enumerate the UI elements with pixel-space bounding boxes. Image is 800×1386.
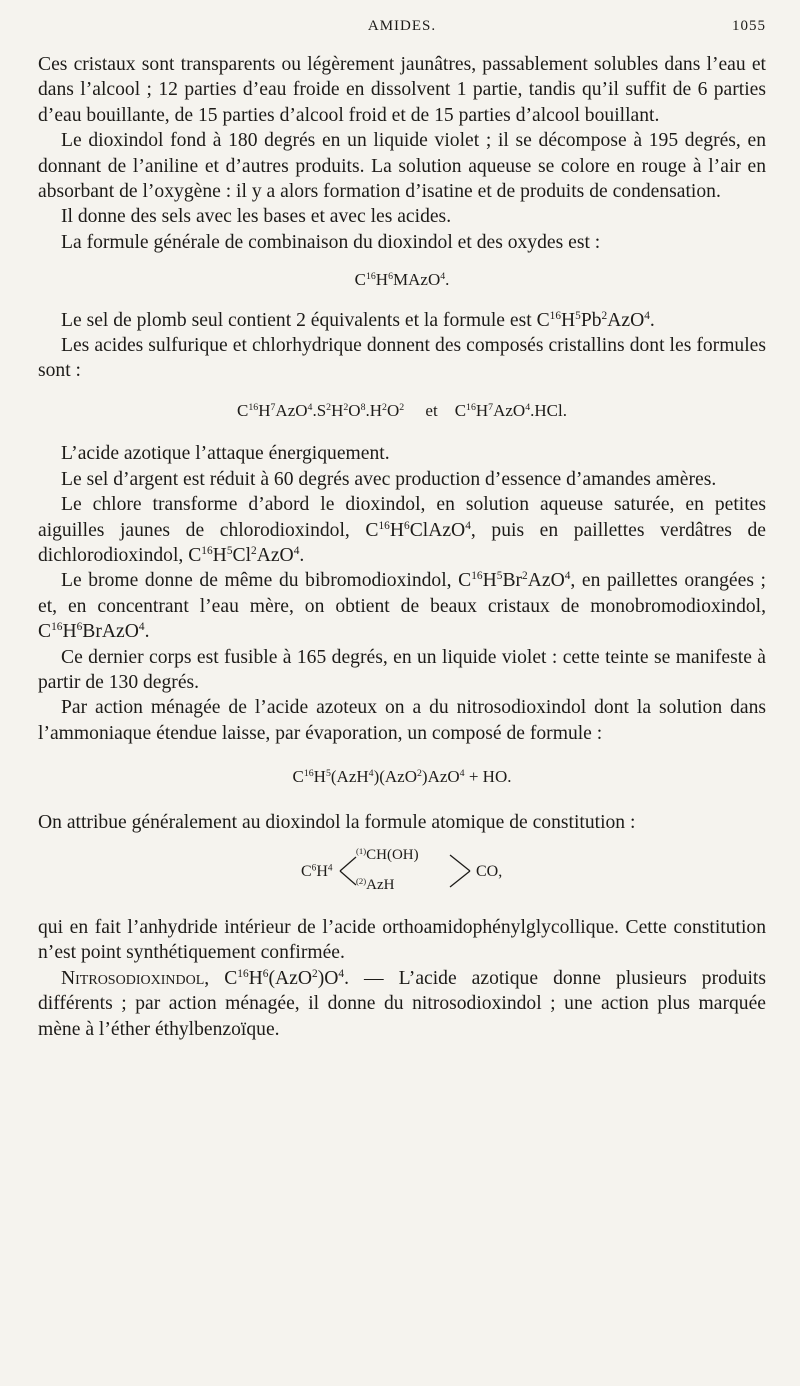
page-number: 1055 — [732, 18, 766, 34]
structural-formula — [38, 841, 766, 901]
formula-acid-compounds — [38, 398, 766, 423]
paragraph-salts: Il donne des sels avec les bases et avec les acides. — [61, 206, 452, 228]
body-text — [38, 52, 766, 1042]
paragraph-general-formula-intro: La formule générale de combinaison du dioxindol et des oxydes est : — [61, 231, 601, 253]
formula-bibromodioxindol: $C^{16}H^5Br^2AzO^4$ — [458, 570, 571, 592]
paragraph-silver-salt: Le sel d’argent est réduit à 60 degrés avec production d’essence d’amandes amères. — [61, 468, 717, 490]
formula-ammonium-compound: $C^{16}H^5(AzH^4)(AzO^2)AzO^4$ + HO. — [292, 767, 512, 787]
formula-sulfate: $C^{16}H^7AzO^4.S^2H^2O^8.H^2O^2$ — [237, 400, 405, 420]
formula-conjunction: et — [425, 400, 438, 420]
formula-nitrosodioxindol: $C^{16}H^6(AzO^2)O^4$ — [224, 967, 345, 989]
paragraph-acids: Les acides sulfurique et chlorhydrique donnent des composés cristallins dont les formules sont : — [38, 335, 766, 382]
formula-monobromodioxindol: $C^{16}H^6BrAzO^4$ — [38, 621, 145, 643]
running-header — [38, 18, 766, 42]
paragraph-anhydride: qui en fait l’anhydride intérieur de l’acide orthoamidophénylglycollique. Cette constitution n’est point synthétiquement confirmée. — [38, 916, 766, 964]
formula-general-combination: $C^{16}H^6MAzO^4$. — [354, 270, 450, 290]
paragraph-bromine: Le brome donne de même du bibromodioxindol, $C^{16}H^5Br^2AzO^4$, en paillettes orangées ; et, en concentrant l’eau mère, on obtient de beaux cristaux de monobromodioxindol, $C^{16}H^6BrAzO^4$. — [38, 570, 766, 643]
running-title: AMIDES. — [367, 18, 437, 34]
paragraph-lead-salt: Le sel de plomb seul contient 2 équivalents et la formule est $C^{16}H^5Pb^2AzO^4$. — [61, 309, 655, 331]
section-heading-nitrosodioxindol: Nitrosodioxindol — [61, 967, 205, 989]
paragraph-melting: Le dioxindol fond à 180 degrés en un liquide violet ; il se décompose à 195 degrés, en donnant de l’aniline et d’autres produits. La solution aqueuse se colore en rouge à l’air en absorbant de l’oxygène : il y a alors formation d’isatine et de produits de condensation. — [38, 130, 766, 203]
paragraph-nitric-acid: L’acide azotique l’attaque énergiquement. — [61, 443, 390, 465]
structure-bottom-group: $^{(2)}$AzH — [356, 875, 395, 893]
formula-lead-salt: $C^{16}H^5Pb^2AzO^4$ — [536, 309, 650, 331]
paragraph-constitution-intro: On attribue généralement au dioxindol la formule atomique de constitution : — [38, 811, 636, 833]
formula-dichlorodioxindol: $C^{16}H^5Cl^2AzO^4$ — [188, 544, 300, 566]
paragraph-fusible: Ce dernier corps est fusible à 165 degrés, en un liquide violet : cette teinte se manifeste à partir de 130 degrés. — [38, 646, 766, 693]
paragraph-nitrous-acid: Par action ménagée de l’acide azoteux on a du nitrosodioxindol dont la solution dans l’ammoniaque étendue laisse, par évaporation, un composé de formule : — [38, 697, 766, 744]
paragraph-nitrosodioxindol: Nitrosodioxindol, $C^{16}H^6(AzO^2)O^4$. — L’acide azotique donne plusieurs produits différents ; par action ménagée, il donne du nitrosodioxindol ; une action plus marquée mène à l’éther éthylbenzoïque. — [38, 967, 767, 1040]
formula-chlorodioxindol: $C^{16}H^6ClAzO^4$ — [365, 519, 471, 541]
structure-benzene-part: $C^6H^4$ — [301, 862, 333, 880]
structure-top-group: $^{(1)}$CH(OH) — [356, 845, 419, 863]
formula-hydrochloride: $C^{16}H^7AzO^4.HCl$. — [454, 400, 567, 420]
paragraph-solubility: Ces cristaux sont transparents ou légèrement jaunâtres, passablement solubles dans l’eau et dans l’alcool ; 12 parties d’eau froide en dissolvent 1 partie, tandis qu’il suffit de 6 parties d’eau bouillante, de 15 parties d’alcool froid et de 15 parties d’alcool bouillant. — [38, 54, 766, 126]
paragraph-chlorine: Le chlore transforme d’abord le dioxindol, en solution aqueuse saturée, en petites aiguilles jaunes de chlorodioxindol, $C^{16}H^6ClAzO^4$, puis en paillettes verdâtres de dichlorodioxindol, $C^{16}H^5Cl^2AzO^4$. — [38, 494, 766, 566]
structure-carbonyl: CO, — [476, 862, 503, 880]
